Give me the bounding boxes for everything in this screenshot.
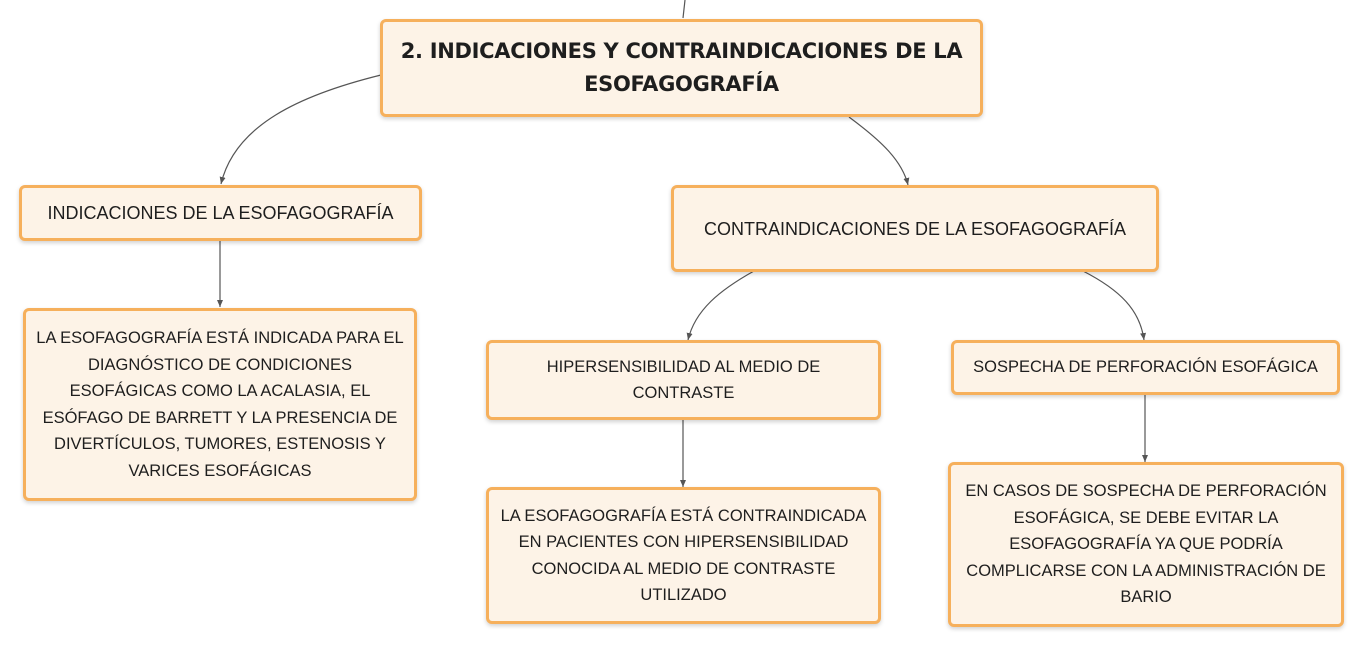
connector-contra-to-perforacion <box>1083 271 1144 340</box>
perforacion-node[interactable] <box>951 340 1340 395</box>
indicaciones-node[interactable] <box>19 185 422 241</box>
perforacion-detail-node[interactable] <box>948 462 1344 627</box>
root-topic-label: 2. INDICACIONES Y CONTRAINDICACIONES DE LA ESOFAGOGRAFÍA <box>400 39 963 96</box>
root-topic-node[interactable] <box>380 19 983 117</box>
connector-root-to-contraindicaciones <box>849 117 908 185</box>
connector-parent-in <box>683 0 685 18</box>
connector-contra-to-hipersensibilidad <box>688 271 754 340</box>
hipersensibilidad-detail-node[interactable] <box>486 487 881 624</box>
indicaciones-detail-node[interactable] <box>23 308 417 501</box>
hipersensibilidad-label: HIPERSENSIBILIDAD AL MEDIO DE CONTRASTE <box>546 357 821 402</box>
connector-root-to-indicaciones <box>221 75 381 184</box>
contraindicaciones-label: CONTRAINDICACIONES DE LA ESOFAGOGRAFÍA <box>703 218 1127 239</box>
hipersensibilidad-detail-text: LA ESOFAGOGRAFÍA ESTÁ CONTRAINDICADA EN PACIENTES CON HIPERSENSIBILIDAD CONOCIDA AL MEDIO DE CONTRASTE UTILIZADO <box>500 506 867 604</box>
hipersensibilidad-node[interactable] <box>486 340 881 420</box>
indicaciones-detail-text: LA ESOFAGOGRAFÍA ESTÁ INDICADA PARA EL DIAGNÓSTICO DE CONDICIONES ESOFÁGICAS COMO LA ACALASIA, EL ESÓFAGO DE BARRETT Y LA PRESENCIA DE DIVERTÍCULOS, TUMORES, ESTENOSIS Y VARICES ESOFÁGICAS <box>36 329 404 480</box>
perforacion-detail-text: EN CASOS DE SOSPECHA DE PERFORACIÓN ESOFÁGICA, SE DEBE EVITAR LA ESOFAGOGRAFÍA YA QUE PODRÍA COMPLICARSE CON LA ADMINISTRACIÓN DE BARIO <box>965 482 1327 607</box>
perforacion-label: SOSPECHA DE PERFORACIÓN ESOFÁGICA <box>973 358 1318 377</box>
indicaciones-label: INDICACIONES DE LA ESOFAGOGRAFÍA <box>47 203 394 223</box>
contraindicaciones-node[interactable] <box>671 185 1159 272</box>
